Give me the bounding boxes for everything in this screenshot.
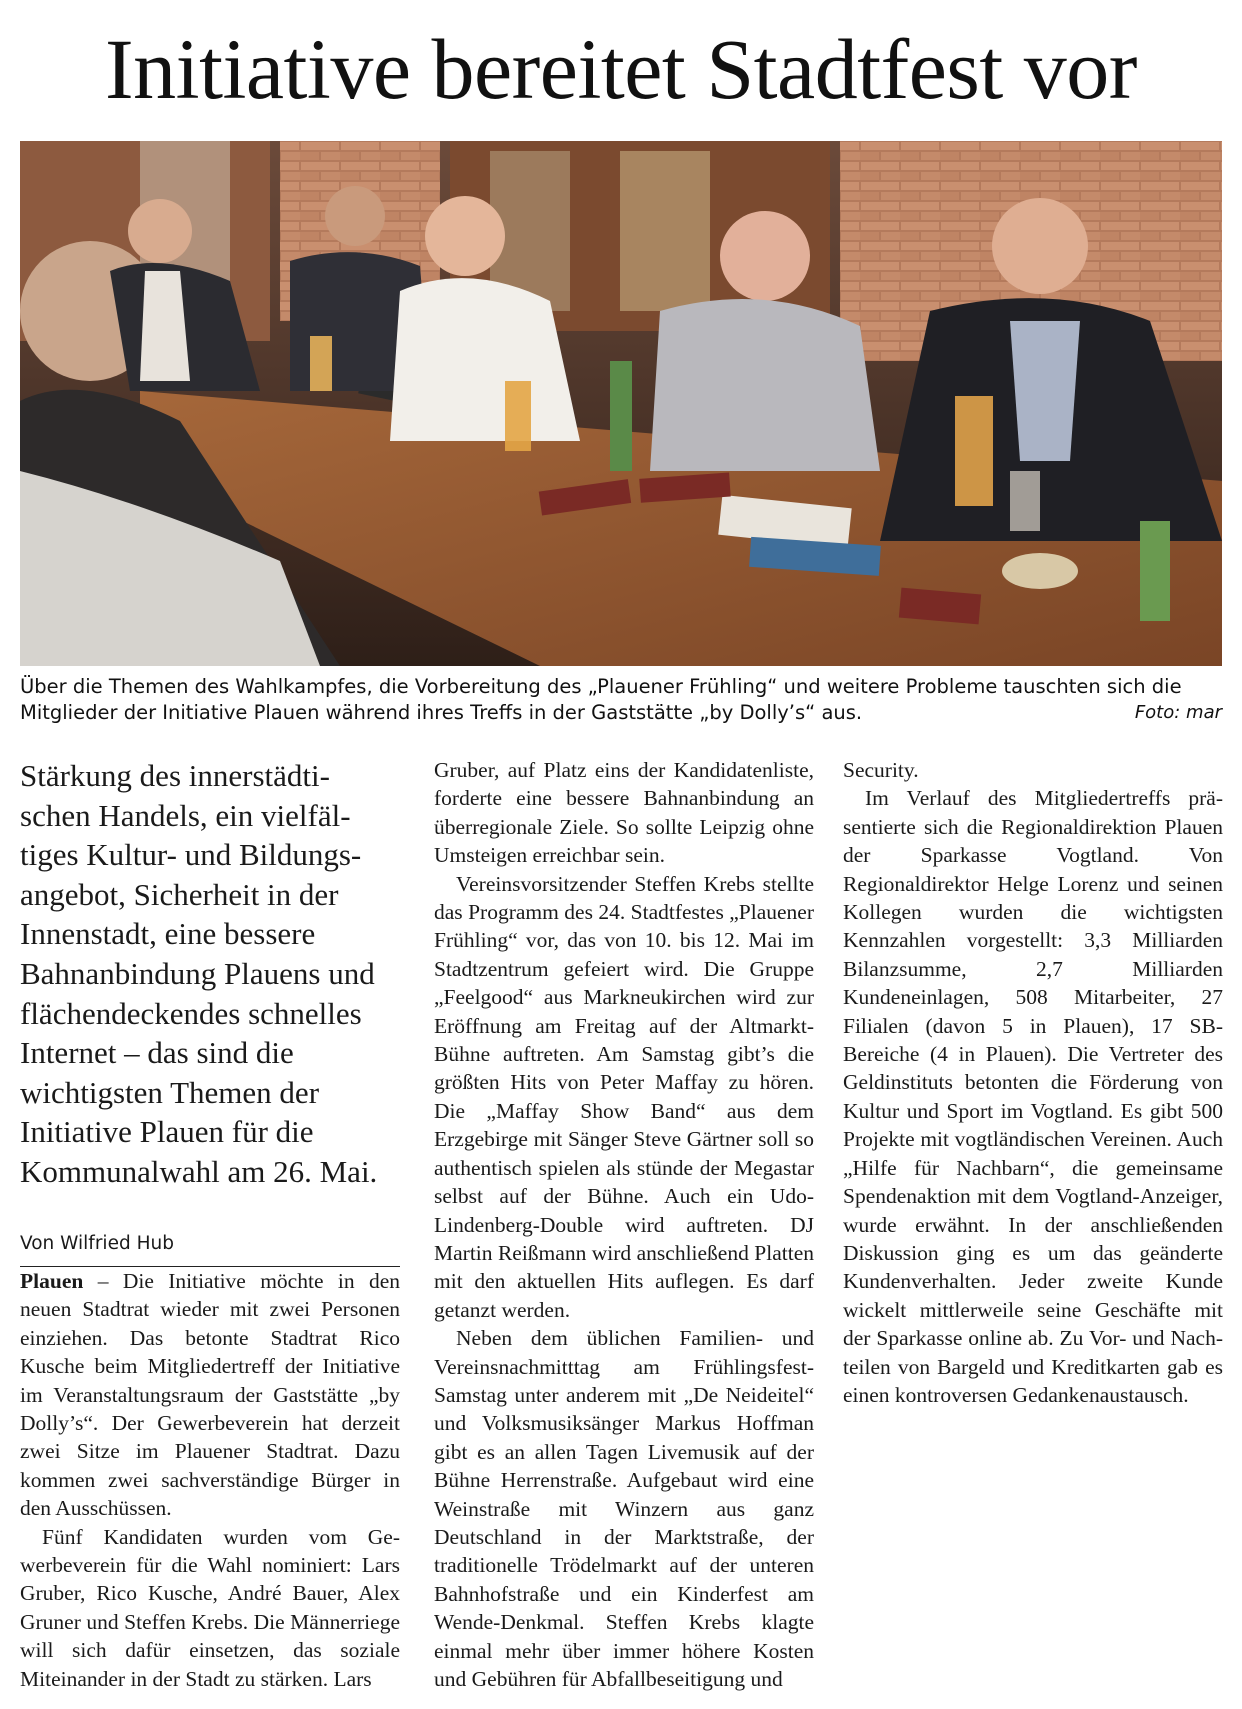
- byline: Von Wilfried Hub: [20, 1230, 400, 1267]
- column-3: [843, 756, 1223, 1409]
- dateline: Plauen: [20, 1268, 84, 1293]
- column-1: [20, 756, 400, 1693]
- article-lead: Stärkung des innerstädtischen Handels, ein vielfältiges Kultur- und Bildungsangebot, Sicherheit in der Innenstadt, eine bessere Bahnanbindung Plauens und flächendeckendes schnelles Internet – das sind die wichtigsten Themen der Initiative Plauen für die Kommunalwahl am 26. Mai.: [20, 758, 378, 1189]
- paragraph-5: Im Verlauf des Mitgliedertreffs präsentierte sich die Regionaldirektion Plauen der Sparkasse Vogtland. Von Regionaldirektor Helge Lorenz und seinen Kollegen wurden die wichtigsten Kennzahlen vorgestellt: 3,3 Milliarden Bilanzsumme, 2,7 Milliarden Kundeneinlagen, 508 Mitarbeiter, 27 Filialen (davon 5 in Plauen), 17 SB-Bereiche (4 in Plauen). Die Vertreter des Geldinstituts betonten die Förderung von Kultur und Sport im Vogtland. Es gibt 500 Projekte mit vogtländischen Vereinen. Auch „Hilfe für Nachbarn“, die gemeinsame Spendenaktion mit dem Vogtland-Anzeiger, wurde erwähnt. In der anschließenden Diskussion ging es um das geänderte Kundenverhalten. Jeder zweite Kunde wickelt mittlerweile seine Geschäfte mit der Sparkasse online ab. Zu Vor- und Nachteilen von Bargeld und Kreditkarten gab es einen kontroversen Gedankenaustausch.: [843, 786, 1223, 1407]
- article-photo: [20, 141, 1222, 666]
- column-2: [434, 756, 814, 1693]
- paragraph-continuation: Gruber, auf Platz eins der Kandidatenliste, forderte eine bessere Bahnanbindung an überregionale Ziele. So sollte Leipzig ohne Umsteigen erreichbar sein.: [434, 758, 814, 868]
- paragraph-continuation: Security.: [843, 758, 919, 782]
- paragraph-1-text: – Die Initiative möchte in den neuen Stadtrat wieder mit zwei Personen einziehen. Das betonte Stadtrat Rico Kusche beim Mitgliedertreff der Initiative im Veranstaltungsraum der Gaststätte „by Dolly’s“. Der Gewerbeverein hat derzeit zwei Sitze im Plauener Stadtrat. Dazu kommen zwei sachverständige Bürger in den Ausschüssen.: [20, 1268, 400, 1521]
- photo-credit: Foto: mar: [1134, 702, 1222, 723]
- paragraph-2: Fünf Kandidaten wurden vom Gewerbeverein für die Wahl nominiert: Lars Gruber, Rico Kusche, André Bauer, Alex Gruner und Steffen Krebs. Die Männerriege will sich dafür einsetzen, das soziale Miteinander in der Stadt zu stärken. Lars: [20, 1524, 400, 1691]
- photo-caption: [20, 674, 1222, 726]
- paragraph-4: Neben dem üblichen Familien- und Vereinsnachmitttag am Frühlingsfest-Samstag unter anderem mit „De Neideitel“ und Volksmusiksänger Markus Hoffman gibt es an allen Tagen Livemusik auf der Bühne Herrenstraße. Aufgebaut wird eine Weinstraße mit Winzern aus ganz Deutschland in der Marktstraße, der traditionelle Trödelmarkt auf der unteren Bahnhofstraße und ein Kinderfest am Wende-Denkmal. Steffen Krebs klagte einmal mehr über immer höhere Kosten und Gebühren für Abfallbeseitigung und: [434, 1326, 814, 1691]
- caption-text: Über die Themen des Wahlkampfes, die Vorbereitung des „Plauener Frühling“ und weitere Probleme tauschten sich die Mitglieder der Initiative Plauen während ihres Treffs in der Gaststätte „by Dolly’s“ aus.: [20, 675, 1182, 724]
- paragraph-1: [20, 1267, 400, 1523]
- paragraph-3: Vereinsvorsitzender Steffen Krebs stellte das Programm des 24. Stadtfestes „Plauener Frühling“ vor, das von 10. bis 12. Mai im Stadtzentrum gefeiert wird. Die Gruppe „Feelgood“ aus Markneukirchen wird zur Eröffnung am Freitag auf der Altmarkt-Bühne auftreten. Am Samstag gibt’s die größten Hits von Peter Maffay zu hören. Die „Maffay Show Band“ aus dem Erzgebirge mit Sänger Steve Gärtner soll so authentisch spielen als stünde der Megastar selbst auf der Bühne. Auch ein Udo-Lindenberg-Double wird auftreten. DJ Martin Reißmann wird anschließend Platten mit den aktuellen Hits auflegen. Es darf getanzt werden.: [434, 871, 814, 1322]
- headline: Initiative bereitet Stadtfest vor: [105, 21, 1137, 117]
